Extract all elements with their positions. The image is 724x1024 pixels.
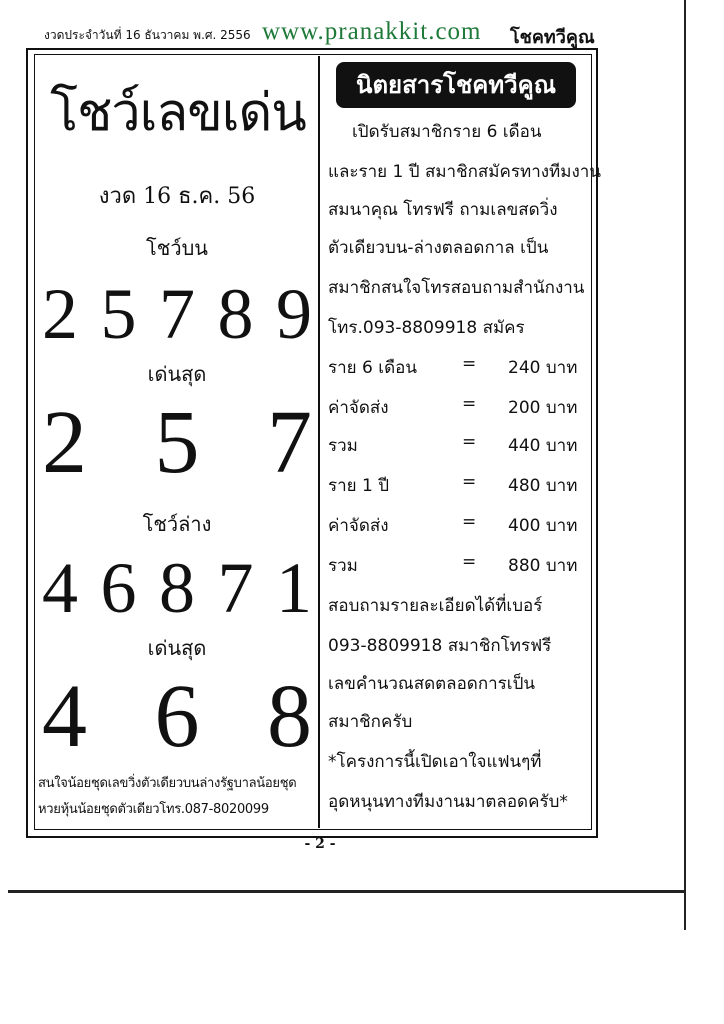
digits-top-best <box>42 393 312 492</box>
outro-line: สมาชิกครับ <box>328 712 413 732</box>
website-link[interactable]: www.pranakkit.com <box>262 18 482 45</box>
digit: 8 <box>217 274 254 354</box>
price-equals: = <box>462 394 477 414</box>
intro-line: ตัวเดียวบน-ล่างตลอดกาล เป็น <box>328 238 549 258</box>
price-equals: = <box>462 512 477 532</box>
column-divider <box>318 56 320 828</box>
price-value: 400 บาท <box>508 516 578 536</box>
price-row <box>328 512 586 540</box>
digit: 7 <box>217 548 254 628</box>
price-label: ค่าจัดส่ง <box>328 516 389 536</box>
digit: 5 <box>100 274 137 354</box>
section-label-top: โชว์บน <box>146 236 208 260</box>
digit: 5 <box>154 393 200 492</box>
digit: 6 <box>154 667 200 766</box>
draw-date: งวด 16 ธ.ค. 56 <box>98 184 256 209</box>
price-row <box>328 432 586 460</box>
digit: 6 <box>100 548 137 628</box>
digit: 4 <box>42 667 87 766</box>
digits-top <box>42 274 312 354</box>
price-row <box>328 354 586 382</box>
price-row <box>328 552 586 580</box>
footer-line-1: สนใจน้อยชุดเลขวิ่งตัวเดียวบนล่างรัฐบาลน้อยชุด <box>38 776 297 791</box>
section-label-top-best: เด่นสุด <box>147 362 207 386</box>
digit: 8 <box>159 548 195 628</box>
digit: 4 <box>42 548 78 628</box>
price-value: 240 บาท <box>508 358 578 378</box>
price-equals: = <box>462 432 477 452</box>
intro-line: โทร.093-8809918 สมัคร <box>328 318 525 338</box>
outro-line: 093-8809918 สมาชิกโทรฟรี <box>328 636 552 656</box>
outro-line: *โครงการนี้เปิดเอาใจแฟนๆที่ <box>328 752 542 772</box>
price-value: 200 บาท <box>508 398 578 418</box>
price-row <box>328 394 586 422</box>
intro-line: เปิดรับสมาชิกราย 6 เดือน <box>352 122 542 142</box>
price-label: ราย 6 เดือน <box>328 358 417 378</box>
intro-line: และราย 1 ปี สมาชิกสมัครทางทีมงาน <box>328 162 601 182</box>
digit: 2 <box>42 274 78 354</box>
price-label: ค่าจัดส่ง <box>328 398 389 418</box>
brand-name: โชคทวีคูณ <box>510 27 595 48</box>
price-label: ราย 1 ปี <box>328 476 390 496</box>
page-edge-bottom <box>8 890 686 893</box>
right-column <box>322 56 601 828</box>
price-value: 880 บาท <box>508 556 578 576</box>
section-label-bottom-best: เด่นสุด <box>147 636 207 660</box>
price-equals: = <box>462 472 477 492</box>
page-title: โชว์เลขเด่น <box>50 83 306 143</box>
price-label: รวม <box>328 556 358 576</box>
digit: 1 <box>276 548 312 628</box>
intro-line: สมาชิกสนใจโทรสอบถามสำนักงาน <box>328 278 585 298</box>
digit: 9 <box>276 274 312 354</box>
price-value: 480 บาท <box>508 476 578 496</box>
section-label-bottom: โชว์ล่าง <box>142 512 212 536</box>
price-equals: = <box>462 354 477 374</box>
intro-line: สมนาคุณ โทรฟรี ถามเลขสดวิ่ง <box>328 200 558 220</box>
price-label: รวม <box>328 436 358 456</box>
price-value: 440 บาท <box>508 436 578 456</box>
page-edge-right <box>684 0 686 930</box>
page-number: - 2 - <box>304 836 336 852</box>
footer-line-2: หวยหุ้นน้อยชุดตัวเดียวโทร.087-8020099 <box>38 802 269 817</box>
digits-bottom <box>42 548 312 628</box>
outro-line: เลขคำนวณสดตลอดการเป็น <box>328 674 536 694</box>
price-row <box>328 472 586 500</box>
digit: 2 <box>42 393 87 492</box>
digits-bottom-best <box>42 667 312 766</box>
issue-date: งวดประจำวันที่ 16 ธันวาคม พ.ศ. 2556 <box>44 28 251 42</box>
magazine-banner: นิตยสารโชคทวีคูณ <box>336 62 576 108</box>
digit: 7 <box>267 393 312 492</box>
outro-line: อุดหนุนทางทีมงานมาตลอดครับ* <box>328 792 568 812</box>
digit: 7 <box>159 274 195 354</box>
price-equals: = <box>462 552 477 572</box>
digit: 8 <box>267 667 312 766</box>
outro-line: สอบถามรายละเอียดได้ที่เบอร์ <box>328 596 543 616</box>
left-column <box>36 56 318 828</box>
